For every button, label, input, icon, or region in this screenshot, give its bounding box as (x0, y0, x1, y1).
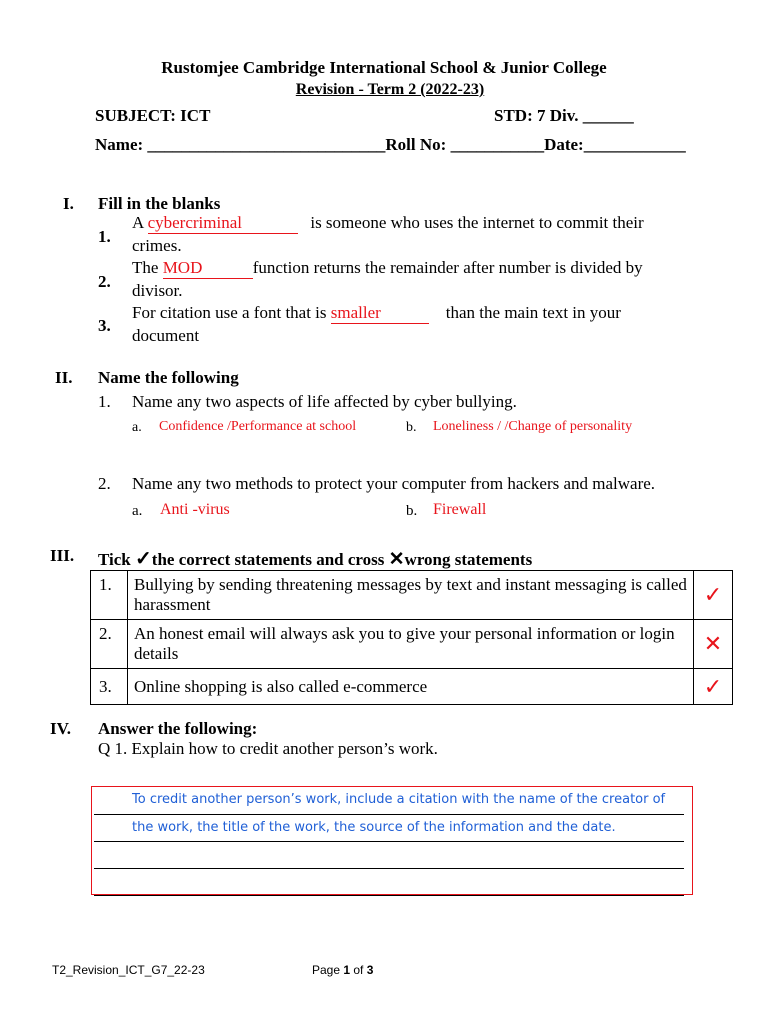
cross-icon: ✕ (388, 549, 405, 570)
fib-3-num: 3. (98, 316, 111, 335)
fib-3-pre: For citation use a font that is (132, 303, 331, 322)
fib-3-line2: document (132, 326, 200, 345)
answer-rule-3 (94, 868, 684, 869)
section-3-title (98, 546, 532, 571)
fib-3-line1 (132, 303, 621, 324)
section-2-numeral: II. (55, 368, 73, 387)
row-1-mark: ✓ (694, 571, 733, 620)
section-4-title: Answer the following: (98, 719, 258, 738)
page-num: 1 (343, 963, 351, 977)
footer-page-number (312, 963, 373, 977)
page-mid: of (350, 963, 367, 977)
statements-table (90, 570, 733, 705)
row-3-mark: ✓ (694, 669, 733, 705)
roll-label: Roll No: ___________ (385, 135, 545, 154)
name-q2-a-label: a. (132, 503, 143, 519)
fib-2-line1 (132, 258, 643, 279)
table-row (91, 669, 733, 705)
name-q1-a-label: a. (132, 420, 142, 435)
fib-2-line2: divisor. (132, 281, 183, 300)
name-q1-b-answer: Loneliness / /Change of personality (433, 419, 633, 434)
section-3-numeral: III. (50, 546, 75, 565)
fib-1-num: 1. (98, 227, 111, 246)
section-3-title-end: wrong statements (404, 550, 533, 569)
fib-3-answer: smaller (331, 303, 429, 324)
name-q1-a-answer: Confidence /Performance at school (159, 419, 357, 434)
table-row (91, 620, 733, 669)
section-4-numeral: IV. (50, 719, 71, 738)
section-3-title-tick-word: Tick (98, 550, 131, 569)
row-1-num: 1. (91, 571, 128, 620)
fib-1-line2: crimes. (132, 236, 182, 255)
fib-1-post: is someone who uses the internet to commit their (310, 213, 644, 232)
fib-1-pre: A (132, 213, 148, 232)
tick-icon: ✓ (135, 548, 152, 570)
section-2-title: Name the following (98, 368, 239, 387)
name-q2-text: Name any two methods to protect your computer from hackers and malware. (132, 474, 656, 493)
name-q2-num: 2. (98, 474, 111, 493)
fib-2-answer: MOD (163, 258, 253, 279)
answer-text-line-2: the work, the title of the work, the source of the information and the date. (132, 820, 616, 835)
fib-1-line1 (132, 213, 644, 234)
revision-title: Revision - Term 2 (2022-23) (295, 81, 485, 98)
std-label: STD: 7 Div. ______ (494, 106, 634, 125)
fib-2-pre: The (132, 258, 163, 277)
row-2-statement: An honest email will always ask you to give your personal information or login details (128, 620, 694, 669)
section-3-title-middle: the correct statements and cross (151, 550, 385, 569)
student-name-field (95, 135, 686, 155)
page-prefix: Page (312, 963, 344, 977)
name-label: Name: ____________________________ (95, 135, 386, 154)
fib-3-post: than the main text in your (445, 303, 621, 322)
name-q2-a-answer: Anti -virus (160, 501, 230, 518)
fib-2-num: 2. (98, 272, 111, 291)
answer-rule-1 (94, 814, 684, 815)
school-name: Rustomjee Cambridge International School & Junior College (161, 58, 607, 77)
answer-rule-2 (94, 841, 684, 842)
answer-q1: Q 1. Explain how to credit another person’s work. (98, 739, 438, 758)
name-q2-b-answer: Firewall (433, 501, 487, 518)
row-2-mark: ✕ (694, 620, 733, 669)
section-1-title: Fill in the blanks (98, 194, 221, 213)
name-q1-text: Name any two aspects of life affected by cyber bullying. (132, 392, 517, 411)
row-3-statement: Online shopping is also called e-commerce (128, 669, 694, 705)
answer-text-line-1: To credit another person’s work, include a citation with the name of the creator of (132, 792, 666, 807)
subject-label: SUBJECT: ICT (95, 106, 211, 125)
fib-2-post: function returns the remainder after number is divided by (252, 258, 643, 277)
date-label: Date:____________ (544, 135, 686, 154)
section-1-numeral: I. (63, 194, 74, 213)
name-q2-b-label: b. (406, 503, 418, 519)
row-2-num: 2. (91, 620, 128, 669)
name-q1-num: 1. (98, 392, 111, 411)
row-1-statement: Bullying by sending threatening messages by text and instant messaging is called harassment (128, 571, 694, 620)
row-3-num: 3. (91, 669, 128, 705)
table-row (91, 571, 733, 620)
fib-1-answer: cybercriminal (148, 213, 298, 234)
answer-rule-4 (94, 895, 684, 896)
page-total: 3 (366, 963, 374, 977)
footer-doc-id: T2_Revision_ICT_G7_22-23 (52, 963, 205, 977)
name-q1-b-label: b. (406, 420, 417, 435)
